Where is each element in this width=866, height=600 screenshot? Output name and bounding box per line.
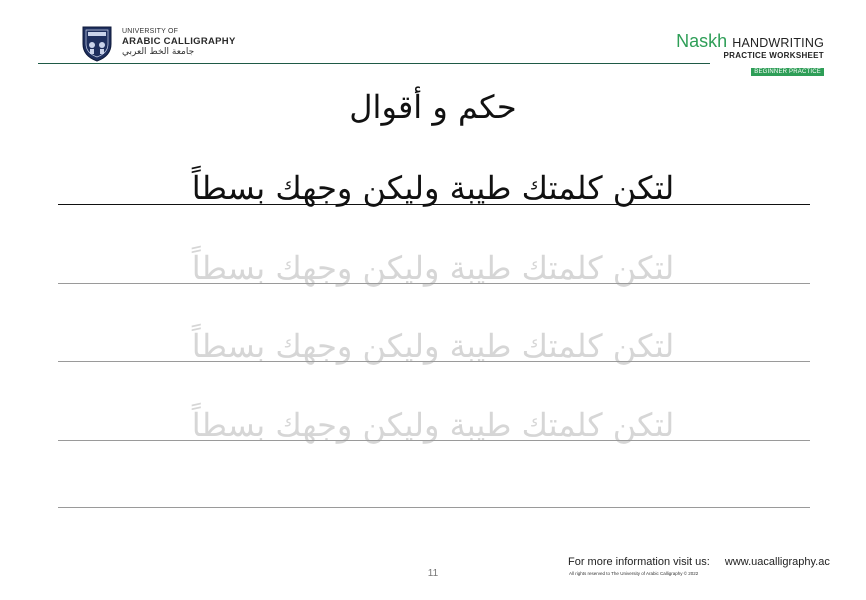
university-name: ARABIC CALLIGRAPHY xyxy=(122,36,236,47)
practice-rule xyxy=(58,440,810,441)
page-number: 11 xyxy=(427,568,439,579)
baseline-rule xyxy=(58,204,810,205)
brand-title: HANDWRITING xyxy=(732,36,824,50)
university-small-label: UNIVERSITY OF xyxy=(122,28,179,35)
trace-sentence: لتكن كلمتك طيبة وليكن وجهك بسطاً xyxy=(191,406,675,444)
practice-rule xyxy=(58,361,810,362)
practice-rule xyxy=(58,283,810,284)
practice-rule xyxy=(58,507,810,508)
worksheet-title: حكم و أقوال xyxy=(349,88,517,126)
footer-website-link[interactable]: www.uacalligraphy.ac xyxy=(724,556,830,568)
footer-copyright: All rights reserved to The University of Arabic Calligraphy © 2022 xyxy=(569,571,699,576)
brand-subtitle: PRACTICE WORKSHEET xyxy=(723,51,824,60)
trace-sentence: لتكن كلمتك طيبة وليكن وجهك بسطاً xyxy=(191,327,675,365)
brand-script-name: Naskh xyxy=(676,31,728,51)
footer-info-label: For more information visit us: xyxy=(568,556,710,568)
footer-info xyxy=(568,557,830,568)
level-badge: BEGINNER PRACTICE xyxy=(751,68,824,76)
trace-sentence: لتكن كلمتك طيبة وليكن وجهك بسطاً xyxy=(191,249,675,287)
model-sentence: لتكن كلمتك طيبة وليكن وجهك بسطاً xyxy=(191,169,675,207)
university-arabic-name: جامعة الخط العربي xyxy=(122,46,195,57)
